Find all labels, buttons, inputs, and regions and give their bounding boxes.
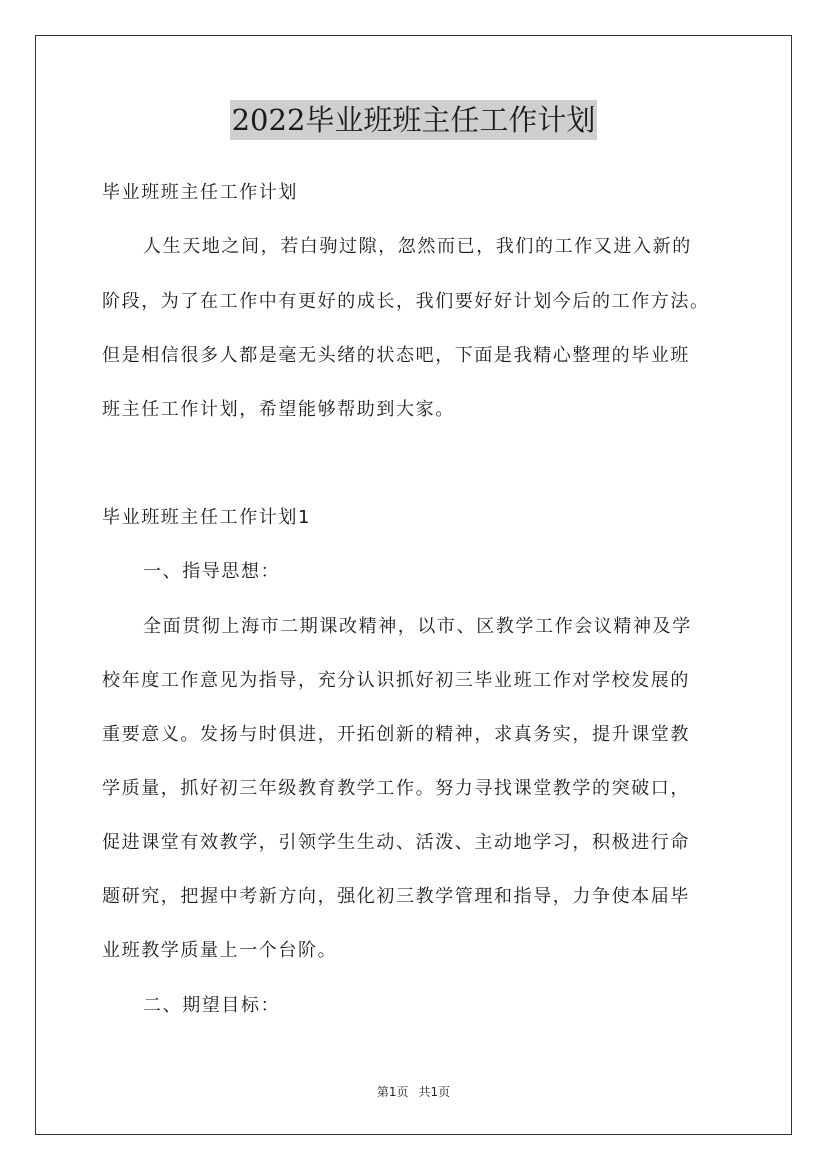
part-heading: 二、期望目标： — [143, 995, 281, 1016]
intro-line: 人生天地之间，若白驹过隙，忽然而已，我们的工作又进入新的 — [143, 236, 692, 257]
body-line: 校年度工作意见为指导，充分认识抓好初三毕业班工作对学校发展的 — [102, 670, 690, 691]
document-subtitle: 毕业班班主任工作计划 — [102, 182, 298, 203]
body-line: 促进课堂有效教学，引领学生生动、活泼、主动地学习，积极进行命 — [102, 832, 690, 853]
part-heading: 一、指导思想： — [143, 561, 281, 582]
body-line: 学质量，抓好初三年级教育教学工作。努力寻找课堂教学的突破口， — [102, 778, 690, 799]
intro-line: 班主任工作计划，希望能够帮助到大家。 — [102, 399, 455, 420]
document-title: 2022毕业班班主任工作计划 — [230, 100, 598, 140]
body-line: 业班教学质量上一个台阶。 — [102, 940, 338, 961]
body-line: 全面贯彻上海市二期课改精神，以市、区教学工作会议精神及学 — [143, 616, 692, 637]
section-heading: 毕业班班主任工作计划1 — [102, 507, 312, 528]
page-footer — [0, 1084, 827, 1100]
body-line: 重要意义。发扬与时俱进，开拓创新的精神，求真务实，提升课堂教 — [102, 724, 690, 745]
page-number-current: 第1页 — [376, 1085, 409, 1099]
title-container — [0, 100, 827, 140]
body-line: 题研究，把握中考新方向，强化初三教学管理和指导，力争使本届毕 — [102, 886, 690, 907]
page-number-total: 共1页 — [418, 1085, 451, 1099]
intro-line: 但是相信很多人都是毫无头绪的状态吧，下面是我精心整理的毕业班 — [102, 345, 690, 366]
intro-line: 阶段，为了在工作中有更好的成长，我们要好好计划今后的工作方法。 — [102, 291, 710, 312]
